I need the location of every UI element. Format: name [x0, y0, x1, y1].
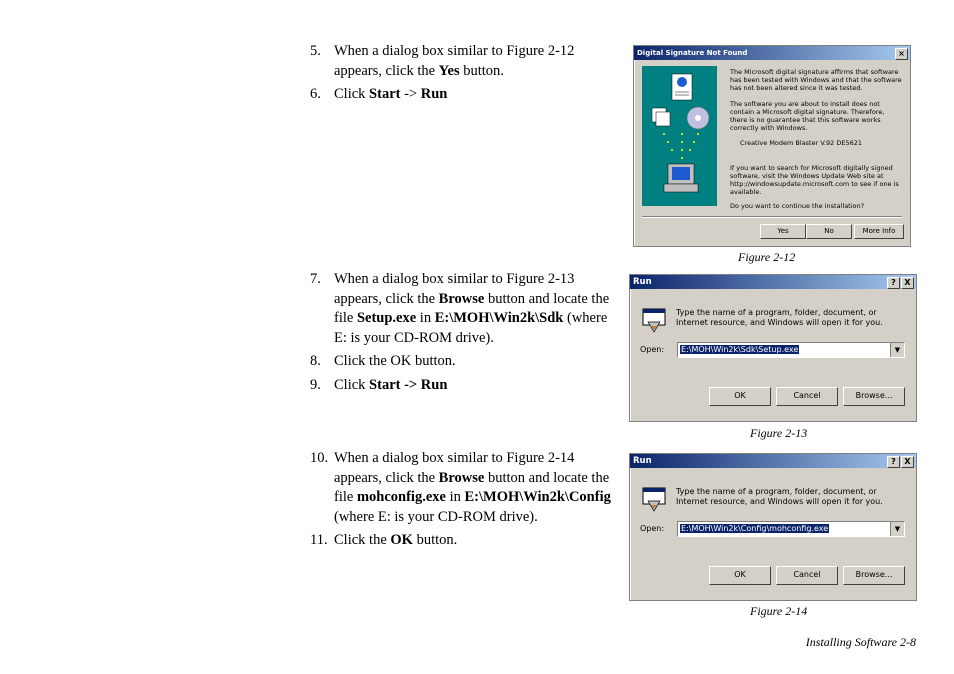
- open-input-value: E:\MOH\Win2k\Sdk\Setup.exe: [681, 345, 799, 354]
- ok-button[interactable]: OK: [709, 387, 771, 406]
- dialog-title-bar: [630, 454, 916, 468]
- steps-group-2: [310, 270, 620, 399]
- open-input[interactable]: [677, 521, 905, 537]
- help-icon[interactable]: ?: [887, 456, 900, 468]
- cancel-button[interactable]: Cancel: [776, 387, 838, 406]
- step-8: 8. Click the OK button.: [310, 353, 456, 369]
- security-illustration-icon: [642, 66, 717, 206]
- step-10: 10. When a dialog box similar to Figure 2-14 appears, click the Browse button and locate the file mohconfig.exe in E:\MOH\Win2k\Config (where E: is your CD-ROM drive).: [310, 450, 611, 525]
- divider: [642, 216, 902, 218]
- run-description: Type the name of a program, folder, document, or Internet resource, and Windows will open it for you.: [676, 308, 883, 327]
- dialog-title: Digital Signature Not Found: [637, 49, 748, 57]
- steps-group-1: [310, 42, 620, 109]
- figure-caption-2-12: Figure 2-12: [738, 250, 796, 264]
- product-name: Creative Modem Blaster V.92 DE5621: [740, 139, 863, 147]
- step-7: 7. When a dialog box similar to Figure 2-13 appears, click the Browse button and locate the file Setup.exe in E:\MOH\Win2k\Sdk (where E: is your CD-ROM drive).: [310, 271, 610, 346]
- no-signature-warning: The software you are about to install does not contain a Microsoft digital signature. Therefore, there is no guarantee that this software works correctly with Windows.: [730, 100, 885, 132]
- cancel-button[interactable]: Cancel: [776, 566, 838, 585]
- step-11: 11. Click the OK button.: [310, 532, 458, 548]
- signature-explanation: The Microsoft digital signature affirms that software has been tested with Windows and that the software has not been altered since it was tested.: [730, 68, 902, 92]
- windows-update-info: If you want to search for Microsoft digitally signed software, visit the Windows Update Web site at http://windowsupdate.microsoft.com to see if one is available.: [730, 164, 899, 196]
- open-label: Open:: [640, 345, 665, 354]
- digital-signature-dialog: [633, 45, 911, 247]
- open-label: Open:: [640, 524, 665, 533]
- step-9: 9. Click Start -> Run: [310, 376, 448, 393]
- run-dialog-config: [629, 453, 917, 601]
- help-icon[interactable]: ?: [887, 277, 900, 289]
- browse-button[interactable]: Browse...: [843, 387, 905, 406]
- figure-caption-2-13: Figure 2-13: [750, 426, 808, 440]
- open-input-value: E:\MOH\Win2k\Config\mohconfig.exe: [681, 524, 829, 533]
- dialog-title-bar: [634, 46, 910, 60]
- more-info-button[interactable]: More Info: [854, 224, 904, 239]
- run-dialog-sdk: [629, 274, 917, 422]
- run-program-icon: [642, 487, 666, 513]
- close-icon[interactable]: ×: [895, 48, 908, 60]
- no-button[interactable]: No: [806, 224, 852, 239]
- ok-button[interactable]: OK: [709, 566, 771, 585]
- browse-button[interactable]: Browse...: [843, 566, 905, 585]
- step-5: 5. When a dialog box similar to Figure 2-12 appears, click the Yes button.: [310, 43, 575, 79]
- page-footer: Installing Software 2-8: [805, 635, 916, 649]
- run-description: Type the name of a program, folder, document, or Internet resource, and Windows will open it for you.: [676, 487, 883, 506]
- dialog-title-bar: [630, 275, 916, 289]
- continue-question: Do you want to continue the installation?: [730, 202, 865, 210]
- open-input[interactable]: [677, 342, 905, 358]
- steps-group-3: [310, 449, 620, 555]
- chevron-down-icon[interactable]: ▼: [890, 522, 904, 536]
- step-6: 6. Click Start -> Run: [310, 86, 448, 102]
- yes-button[interactable]: Yes: [760, 224, 806, 239]
- signature-illustration: [642, 66, 717, 206]
- chevron-down-icon[interactable]: ▼: [890, 343, 904, 357]
- dialog-title: Run: [633, 277, 652, 287]
- figure-caption-2-14: Figure 2-14: [750, 604, 808, 618]
- close-icon[interactable]: X: [901, 277, 914, 289]
- dialog-title: Run: [633, 456, 652, 466]
- run-program-icon: [642, 308, 666, 334]
- close-icon[interactable]: X: [901, 456, 914, 468]
